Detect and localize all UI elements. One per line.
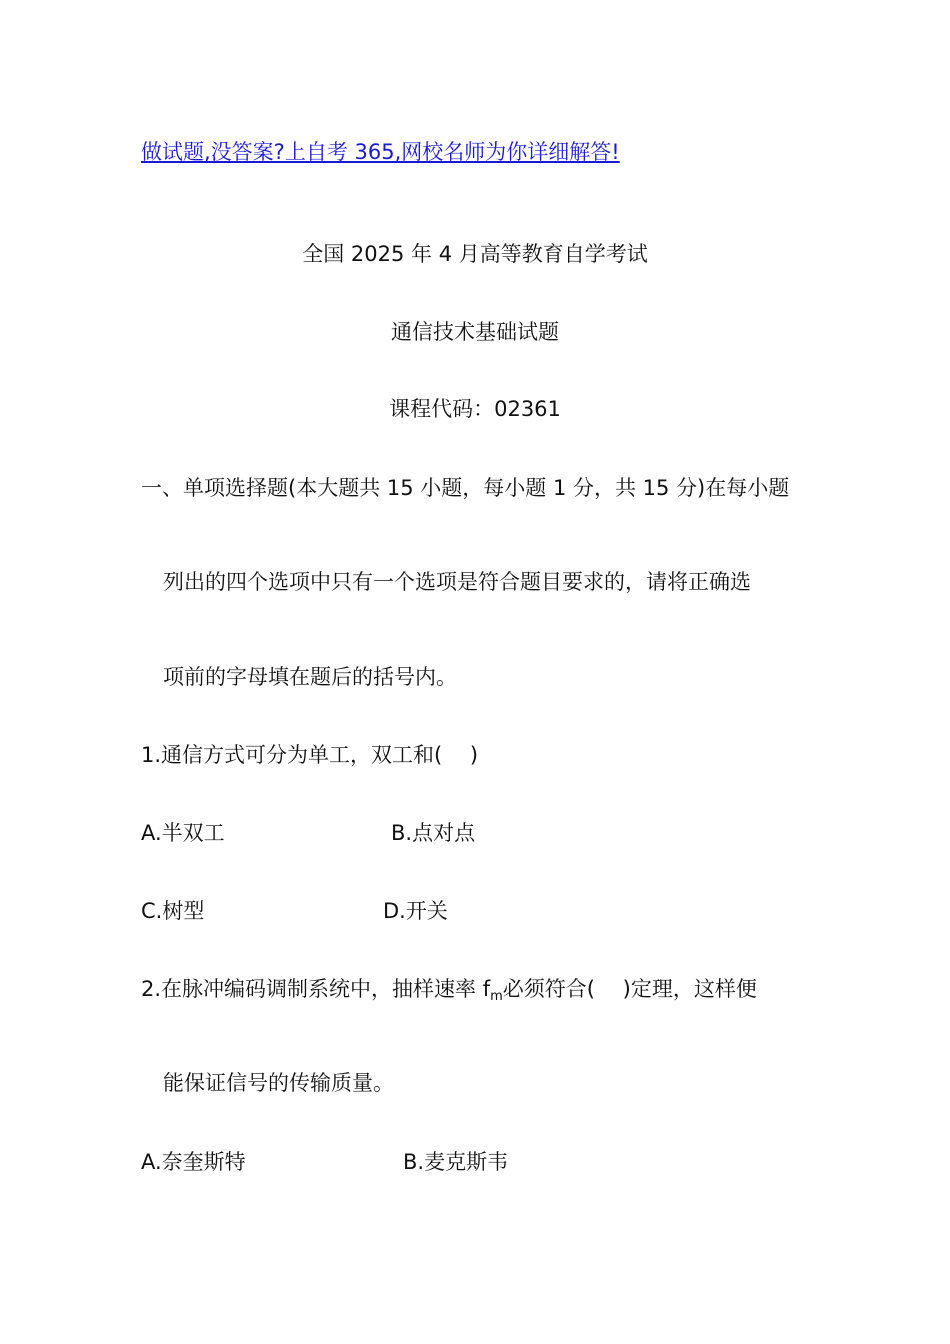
exam-title: 全国 2025 年 4 月高等教育自学考试 <box>302 242 648 266</box>
question-2-option-a: A.奈奎斯特 <box>141 1150 246 1174</box>
question-2-stem-after: 必须符合( )定理，这样便 <box>502 977 757 1001</box>
question-2-stem-line2: 能保证信号的传输质量。 <box>163 1071 394 1095</box>
section1-instructions-line1: 一、单项选择题(本大题共 15 小题，每小题 1 分，共 15 分)在每小题 <box>141 476 790 500</box>
course-code: 课程代码：02361 <box>389 397 561 421</box>
question-2-stem <box>141 975 757 1011</box>
question-1-stem: 1.通信方式可分为单工，双工和( ) <box>141 743 479 767</box>
question-2-option-b: B.麦克斯韦 <box>403 1150 509 1174</box>
section1-instructions-line3: 项前的字母填在题后的括号内。 <box>163 665 457 689</box>
subject-title: 通信技术基础试题 <box>391 320 559 344</box>
question-1-option-d: D.开关 <box>383 899 448 923</box>
question-2-stem-before: 2.在脉冲编码调制系统中，抽样速率 f <box>141 977 491 1001</box>
question-1-option-b: B.点对点 <box>391 821 476 845</box>
section1-instructions-line2: 列出的四个选项中只有一个选项是符合题目要求的，请将正确选 <box>163 570 751 594</box>
question-1-option-c: C.树型 <box>141 899 205 923</box>
question-1-option-a: A.半双工 <box>141 821 225 845</box>
promo-link[interactable]: 做试题,没答案?上自考 365,网校名师为你详细解答! <box>141 140 620 164</box>
question-2-stem-subscript: m <box>490 989 503 1004</box>
